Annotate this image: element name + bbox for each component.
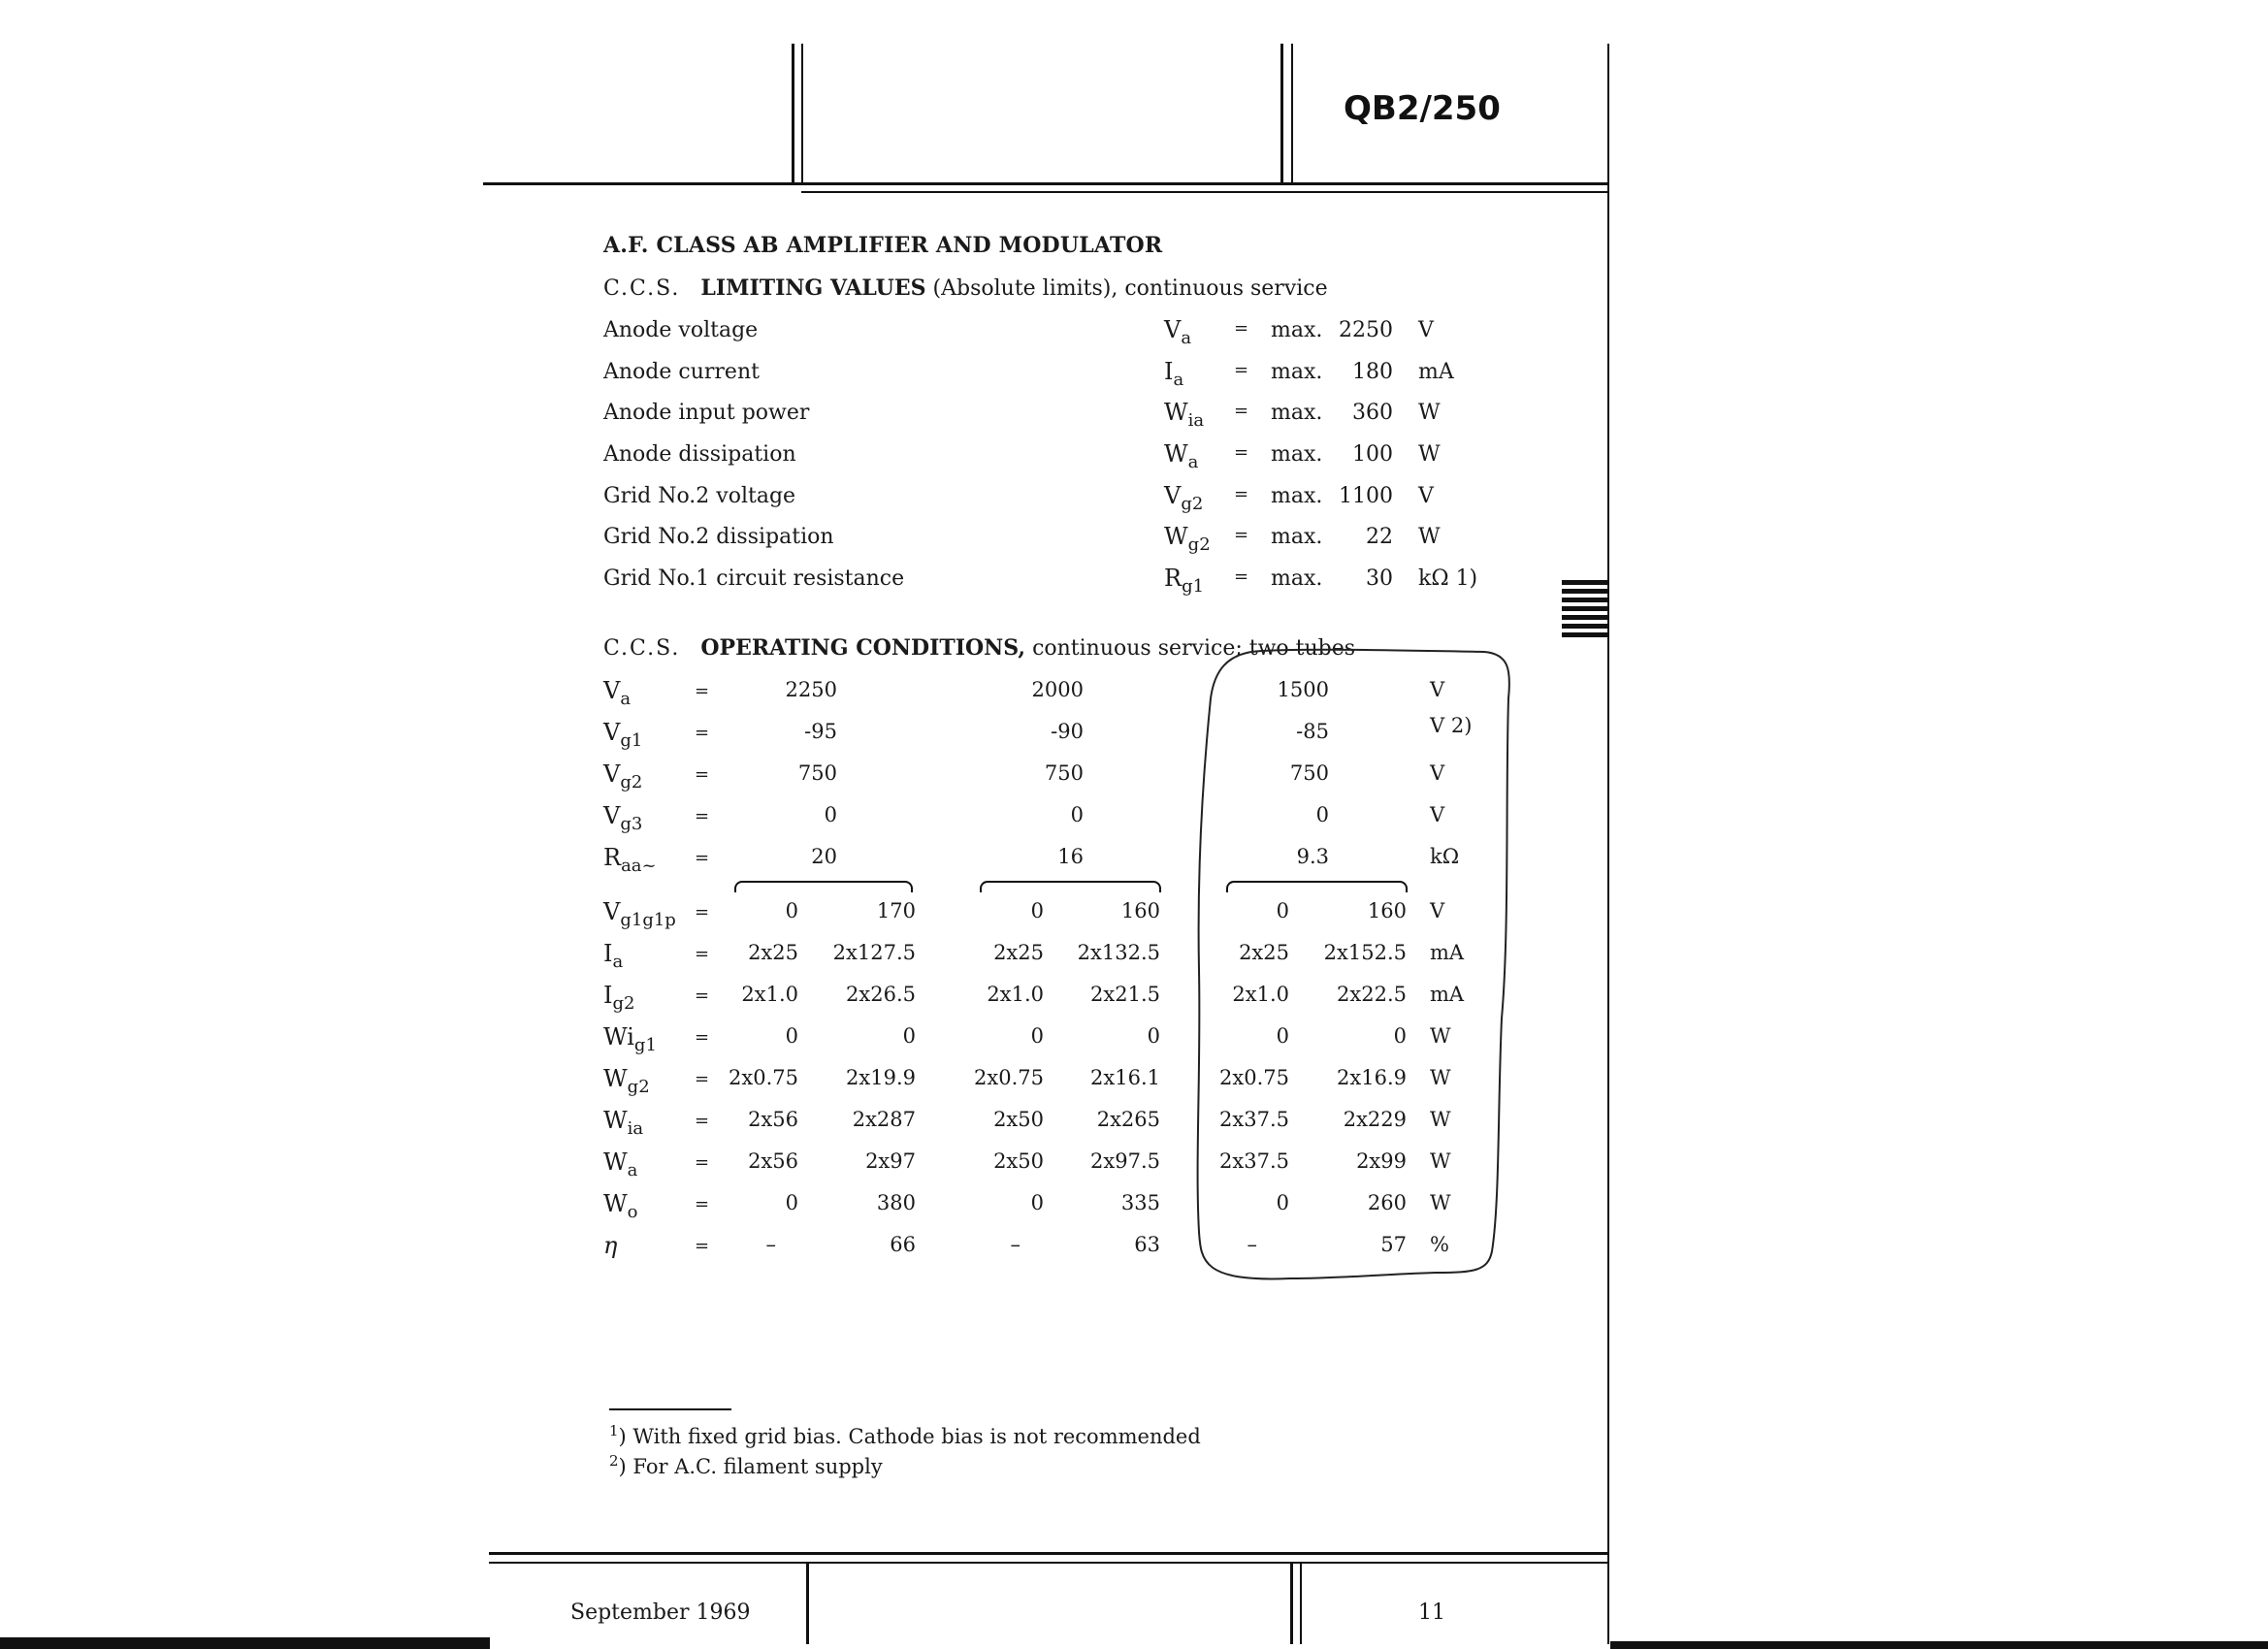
op-unit: V 2)	[1430, 714, 1473, 737]
op-cell: 0	[1276, 899, 1289, 922]
op-cell: 1500	[1277, 678, 1329, 701]
limit-qualifier: max.	[1271, 360, 1323, 384]
op-cell: 160	[1367, 899, 1407, 922]
limit-value: 30	[1366, 566, 1393, 591]
op-symbol: $W_{ia}$	[603, 1107, 644, 1139]
op-unit: kΩ	[1430, 845, 1460, 868]
limit-symbol: $V_{g2}$	[1164, 482, 1204, 514]
limit-eq: =	[1234, 525, 1249, 545]
op-unit: W	[1430, 1108, 1451, 1131]
op-cell: 0	[824, 803, 837, 826]
limit-eq: =	[1234, 484, 1249, 504]
limit-label: Grid No.2 dissipation	[603, 525, 834, 549]
op-cell: 2x0.75	[729, 1066, 798, 1089]
op-cell: 260	[1367, 1191, 1407, 1214]
op-cell: 750	[797, 761, 837, 785]
limit-symbol: $I_a$	[1164, 358, 1184, 390]
op-cell: 2x25	[993, 941, 1044, 964]
op-cell: 2x97	[865, 1149, 916, 1173]
op-cell: 2x265	[1096, 1108, 1160, 1131]
limit-qualifier: max.	[1271, 318, 1323, 342]
op-unit: W	[1430, 1024, 1451, 1048]
op-unit: W	[1430, 1191, 1451, 1214]
op-cell: 0	[785, 1024, 798, 1048]
op-cell: 2x0.75	[1219, 1066, 1289, 1089]
op-eq: =	[695, 681, 710, 701]
limit-unit: mA	[1418, 360, 1454, 384]
op-cell: 0	[1393, 1024, 1407, 1048]
limit-symbol: $R_{g1}$	[1164, 565, 1205, 597]
op-cell: 20	[811, 845, 837, 868]
limit-qualifier: max.	[1271, 401, 1323, 425]
limit-unit: V	[1418, 484, 1434, 508]
op-symbol: $I_{g2}$	[603, 982, 635, 1014]
op-symbol: $W_o$	[603, 1190, 638, 1222]
footnote: $^2$) For A.C. filament supply	[609, 1452, 883, 1478]
op-cell: 66	[890, 1233, 916, 1256]
op-eq: =	[695, 944, 710, 964]
op-cell: 2x229	[1343, 1108, 1407, 1131]
limit-eq: =	[1234, 442, 1249, 463]
limit-eq: =	[1234, 566, 1249, 587]
ccs-prefix: C.C.S.	[603, 636, 681, 661]
op-eq: =	[695, 764, 710, 785]
op-cell: 0	[902, 1024, 916, 1048]
limit-unit: V	[1418, 318, 1434, 342]
op-cell: 0	[1147, 1024, 1160, 1048]
op-cell: 160	[1120, 899, 1160, 922]
op-cell: 0	[785, 899, 798, 922]
op-cell: 2x50	[993, 1149, 1044, 1173]
op-eq: =	[695, 806, 710, 826]
op-symbol: $Wi_{g1}$	[603, 1023, 657, 1055]
op-cell: 2x19.9	[846, 1066, 916, 1089]
limit-qualifier: max.	[1271, 525, 1323, 549]
op-cell: 0	[1276, 1024, 1289, 1048]
limit-label: Anode current	[603, 360, 760, 384]
limit-label: Grid No.1 circuit resistance	[603, 566, 905, 591]
op-eq: =	[695, 723, 710, 743]
limit-unit: kΩ 1)	[1418, 566, 1478, 591]
limit-eq: =	[1234, 360, 1249, 380]
limit-eq: =	[1234, 401, 1249, 421]
op-unit: mA	[1430, 983, 1465, 1006]
operating-title: OPERATING CONDITIONS,	[700, 635, 1026, 661]
op-unit: V	[1430, 678, 1445, 701]
op-unit: V	[1430, 803, 1445, 826]
op-cell: 2x1.0	[1232, 983, 1289, 1006]
op-cell: 2x50	[993, 1108, 1044, 1131]
op-cell: 0	[1030, 1024, 1044, 1048]
op-cell: 2x152.5	[1323, 941, 1407, 964]
limit-symbol: $V_a$	[1164, 316, 1192, 348]
op-eq: =	[695, 1236, 710, 1256]
op-cell: 2x1.0	[741, 983, 798, 1006]
limiting-subtitle: (Absolute limits), continuous service	[932, 276, 1328, 301]
publication-date: September 1969	[570, 1600, 751, 1625]
op-unit: W	[1430, 1066, 1451, 1089]
limit-symbol: $W_{ia}$	[1164, 399, 1205, 431]
op-symbol: $V_a$	[603, 677, 632, 709]
footnote-rule	[609, 1408, 731, 1410]
limit-qualifier: max.	[1271, 566, 1323, 591]
op-cell: 2x127.5	[832, 941, 916, 964]
op-eq: =	[695, 848, 710, 868]
op-cell: 2x56	[748, 1149, 798, 1173]
limit-eq: =	[1234, 318, 1249, 339]
limit-unit: W	[1418, 525, 1441, 549]
op-cell: 380	[876, 1191, 916, 1214]
op-cell: 2x16.1	[1090, 1066, 1160, 1089]
limit-value: 360	[1352, 401, 1393, 425]
limit-value: 22	[1366, 525, 1393, 549]
op-cell: -90	[1051, 720, 1084, 743]
op-cell: 2x56	[748, 1108, 798, 1131]
op-cell: 2x287	[852, 1108, 916, 1131]
op-unit: V	[1430, 899, 1445, 922]
op-eq: =	[695, 1194, 710, 1214]
page-number: 11	[1418, 1600, 1445, 1625]
ccs-prefix: C.C.S.	[603, 276, 681, 301]
op-cell: –	[765, 1233, 776, 1256]
op-cell: 2x25	[1239, 941, 1289, 964]
op-symbol: $I_a$	[603, 940, 624, 972]
op-unit: W	[1430, 1149, 1451, 1173]
op-cell: 0	[785, 1191, 798, 1214]
section-title: A.F. CLASS AB AMPLIFIER AND MODULATOR	[603, 233, 1163, 258]
limit-label: Anode input power	[603, 401, 810, 425]
op-cell: -85	[1296, 720, 1329, 743]
limit-qualifier: max.	[1271, 442, 1323, 467]
op-cell: 750	[1044, 761, 1084, 785]
op-cell: –	[1247, 1233, 1257, 1256]
op-cell: 0	[1030, 899, 1044, 922]
op-cell: 750	[1289, 761, 1329, 785]
op-unit: %	[1430, 1233, 1449, 1256]
op-cell: 0	[1070, 803, 1084, 826]
op-cell: 9.3	[1296, 845, 1329, 868]
limit-symbol: $W_{g2}$	[1164, 523, 1211, 555]
column-brace	[980, 881, 1161, 892]
op-cell: 2x22.5	[1337, 983, 1407, 1006]
op-symbol: $W_a$	[603, 1148, 638, 1180]
limit-value: 180	[1352, 360, 1393, 384]
column-brace	[734, 881, 913, 892]
op-eq: =	[695, 1152, 710, 1173]
limit-unit: W	[1418, 401, 1441, 425]
limit-value: 1100	[1339, 484, 1393, 508]
op-eq: =	[695, 1111, 710, 1131]
op-cell: 2x26.5	[846, 983, 916, 1006]
op-cell: 0	[1276, 1191, 1289, 1214]
op-eq: =	[695, 1027, 710, 1048]
op-symbol: $W_{g2}$	[603, 1065, 650, 1097]
op-cell: 2x97.5	[1090, 1149, 1160, 1173]
limit-label: Anode voltage	[603, 318, 759, 342]
op-symbol: $V_{g1g1p}$	[603, 898, 676, 930]
op-eq: =	[695, 1069, 710, 1089]
op-cell: 170	[876, 899, 916, 922]
op-cell: 0	[1030, 1191, 1044, 1214]
op-cell: 2x0.75	[974, 1066, 1044, 1089]
op-cell: 2x25	[748, 941, 798, 964]
op-eq: =	[695, 902, 710, 922]
op-symbol: $V_{g1}$	[603, 719, 643, 751]
op-cell: 57	[1380, 1233, 1407, 1256]
operating-subtitle: continuous service; two tubes	[1032, 636, 1356, 661]
op-symbol: $V_{g2}$	[603, 760, 643, 792]
limit-value: 2250	[1339, 318, 1393, 342]
op-symbol: $V_{g3}$	[603, 802, 643, 834]
op-cell: 63	[1134, 1233, 1160, 1256]
op-cell: 2000	[1031, 678, 1084, 701]
footnote: $^1$) With fixed grid bias. Cathode bias is not recommended	[609, 1422, 1201, 1448]
limiting-title: LIMITING VALUES	[700, 275, 926, 301]
op-unit: V	[1430, 761, 1445, 785]
limit-label: Grid No.2 voltage	[603, 484, 796, 508]
op-cell: 16	[1057, 845, 1084, 868]
op-cell: 0	[1315, 803, 1329, 826]
op-cell: –	[1010, 1233, 1021, 1256]
op-cell: 2x1.0	[987, 983, 1044, 1006]
op-cell: 2x21.5	[1090, 983, 1160, 1006]
op-cell: 2x37.5	[1219, 1149, 1289, 1173]
op-eq: =	[695, 986, 710, 1006]
limit-qualifier: max.	[1271, 484, 1323, 508]
op-cell: -95	[804, 720, 837, 743]
column-brace	[1226, 881, 1408, 892]
op-cell: 2x99	[1356, 1149, 1407, 1173]
op-symbol: η	[603, 1232, 618, 1259]
op-cell: 2x132.5	[1077, 941, 1160, 964]
limit-value: 100	[1352, 442, 1393, 467]
op-cell: 2x16.9	[1337, 1066, 1407, 1089]
limit-label: Anode dissipation	[603, 442, 796, 467]
op-cell: 2250	[785, 678, 837, 701]
op-cell: 335	[1120, 1191, 1160, 1214]
limit-unit: W	[1418, 442, 1441, 467]
op-cell: 2x37.5	[1219, 1108, 1289, 1131]
limit-symbol: $W_a$	[1164, 440, 1199, 472]
op-unit: mA	[1430, 941, 1465, 964]
type-code: QB2/250	[1344, 89, 1501, 128]
op-symbol: $R_{aa\sim}$	[603, 844, 657, 876]
